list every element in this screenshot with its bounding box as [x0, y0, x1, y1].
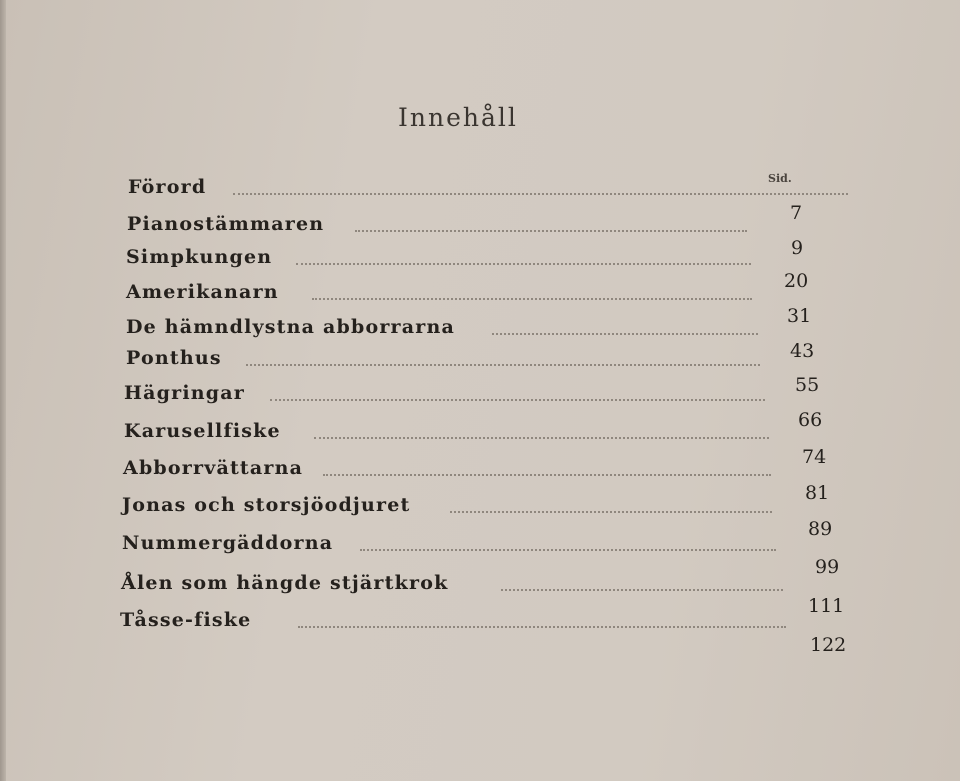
toc-entry [121, 572, 841, 602]
toc-entry-page: 89 [808, 518, 833, 540]
toc-entry-title: De hämndlystna abborrarna [126, 316, 455, 338]
toc-entry [124, 382, 844, 412]
toc-entry-title: Hägringar [124, 382, 245, 404]
page-column-label: Sid. [768, 172, 792, 185]
toc-entry-title: Abborrvättarna [123, 457, 304, 479]
toc-entry [122, 532, 842, 562]
toc-entry [126, 316, 846, 346]
toc-entry-page: 55 [795, 374, 820, 396]
toc-entry [120, 609, 840, 639]
toc-entry-page: 20 [784, 270, 809, 292]
toc-entry-title: Jonas och storsjöodjuret [122, 494, 411, 516]
toc-entry-page: 66 [798, 409, 823, 431]
toc-entry [123, 457, 843, 487]
toc-entry [127, 213, 847, 243]
toc-entry-title: Nummergäddorna [122, 532, 334, 554]
toc-entry-page: 99 [815, 556, 840, 578]
toc-entry [126, 246, 846, 276]
toc-entry-page: 81 [805, 482, 830, 504]
toc-entry [126, 281, 846, 311]
toc-leader [355, 226, 747, 232]
toc-entry-page: 7 [790, 202, 803, 224]
toc-entry-page: 43 [790, 340, 815, 362]
toc-leader [492, 329, 758, 335]
toc-entry-title: Amerikanarn [126, 281, 279, 303]
toc-leader [246, 360, 760, 366]
page-edge [0, 0, 6, 781]
toc-leader [233, 189, 848, 195]
toc-entry-page: 9 [791, 237, 804, 259]
toc-entry-page: 31 [787, 305, 812, 327]
toc-entry-page: 74 [802, 446, 827, 468]
toc-entry-title: Karusellfiske [124, 420, 281, 442]
toc-entry-title: Pianostämmaren [127, 213, 325, 235]
page-title: Innehåll [398, 103, 518, 132]
toc-leader [296, 259, 751, 265]
toc-entry [126, 347, 846, 377]
toc-leader [270, 395, 765, 401]
toc-entry-page: 111 [808, 595, 845, 617]
toc-leader [501, 585, 783, 591]
toc-entry-title: Förord [128, 176, 207, 198]
toc-entry-page: 122 [810, 634, 847, 656]
toc-leader [312, 294, 752, 300]
toc-entry-title: Simpkungen [126, 246, 273, 268]
toc-entry-title: Ponthus [126, 347, 222, 369]
toc-leader [450, 507, 772, 513]
toc-entry-title: Ålen som hängde stjärtkrok [121, 572, 449, 594]
toc-leader [298, 622, 786, 628]
toc-entry [124, 420, 844, 450]
toc-leader [314, 433, 769, 439]
toc-leader [360, 545, 776, 551]
toc-leader [323, 470, 771, 476]
toc-entry [128, 176, 848, 206]
toc-entry [122, 494, 842, 524]
toc-entry-title: Tåsse-fiske [120, 609, 252, 631]
